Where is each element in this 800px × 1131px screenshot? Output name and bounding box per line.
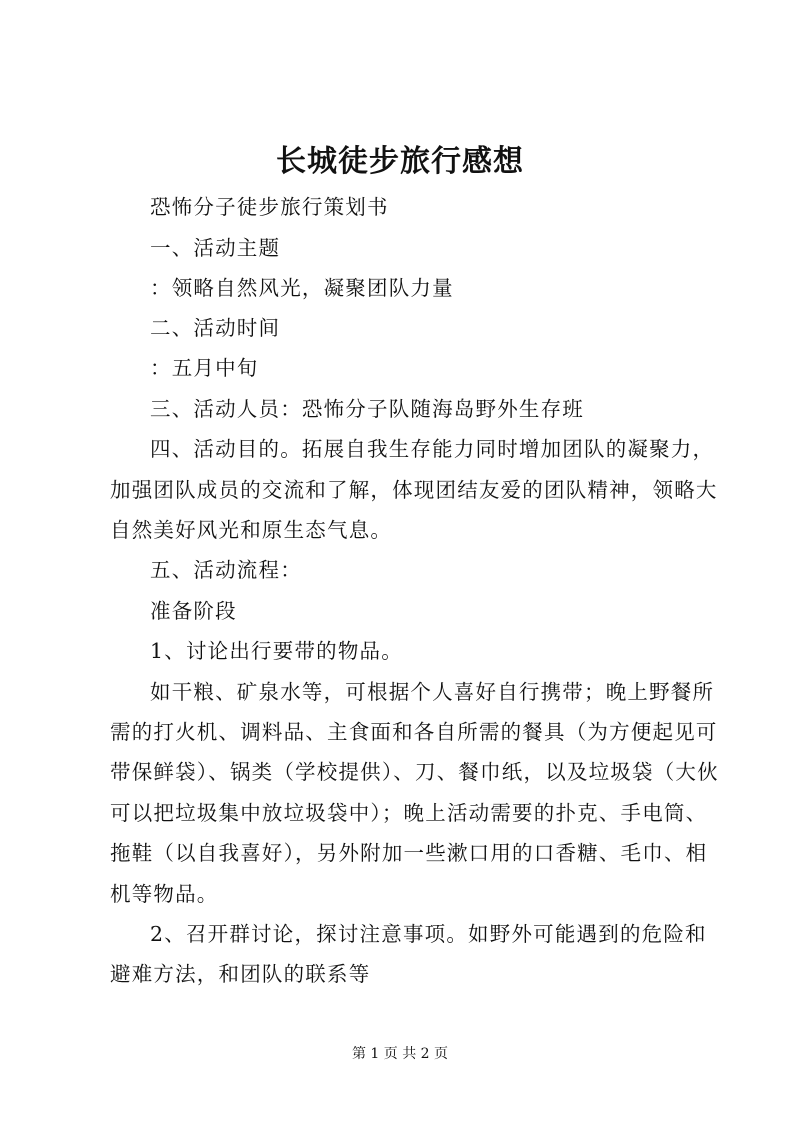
- text-line: 1、讨论出行要带的物品。: [150, 639, 403, 663]
- text-line: 二、活动时间: [150, 316, 281, 340]
- text-line: 加强团队成员的交流和了解，体现团结友爱的团队精神，领略大: [110, 478, 718, 502]
- text-line: 准备阶段: [150, 599, 237, 623]
- text-line: 五、活动流程：: [150, 558, 302, 582]
- text-line: 避难方法，和团队的联系等: [110, 962, 371, 986]
- text-line: ：领略自然风光，凝聚团队力量: [150, 276, 454, 300]
- text-line: 一、活动主题: [150, 236, 281, 260]
- text-line: 需的打火机、调料品、主食面和各自所需的餐具（为方便起见可: [110, 720, 718, 744]
- page-number-footer: 第 1 页 共 2 页: [351, 1046, 449, 1062]
- text-line: ：五月中旬: [150, 356, 259, 380]
- text-line: 带保鲜袋）、锅类（学校提供）、刀、餐巾纸，以及垃圾袋（大伙: [110, 760, 719, 784]
- text-line: 如干粮、矿泉水等，可根据个人喜好自行携带；晚上野餐所: [150, 680, 715, 704]
- text-line: 拖鞋（以自我喜好），另外附加一些漱口用的口香糖、毛巾、相: [110, 841, 708, 865]
- text-line: 可以把垃圾集中放垃圾袋中）；晚上活动需要的扑克、手电筒、: [110, 801, 708, 825]
- text-line: 自然美好风光和原生态气息。: [110, 518, 393, 542]
- text-line: 恐怖分子徒步旅行策划书: [150, 195, 389, 219]
- text-line: 四、活动目的。拓展自我生存能力同时增加团队的凝聚力，: [150, 437, 715, 461]
- text-line: 机等物品。: [110, 882, 219, 906]
- text-line: 2、召开群讨论，探讨注意事项。如野外可能遇到的危险和: [150, 922, 707, 946]
- page-title: 长城徒步旅行感想: [276, 144, 524, 179]
- text-line: 三、活动人员：恐怖分子队随海岛野外生存班: [150, 397, 584, 421]
